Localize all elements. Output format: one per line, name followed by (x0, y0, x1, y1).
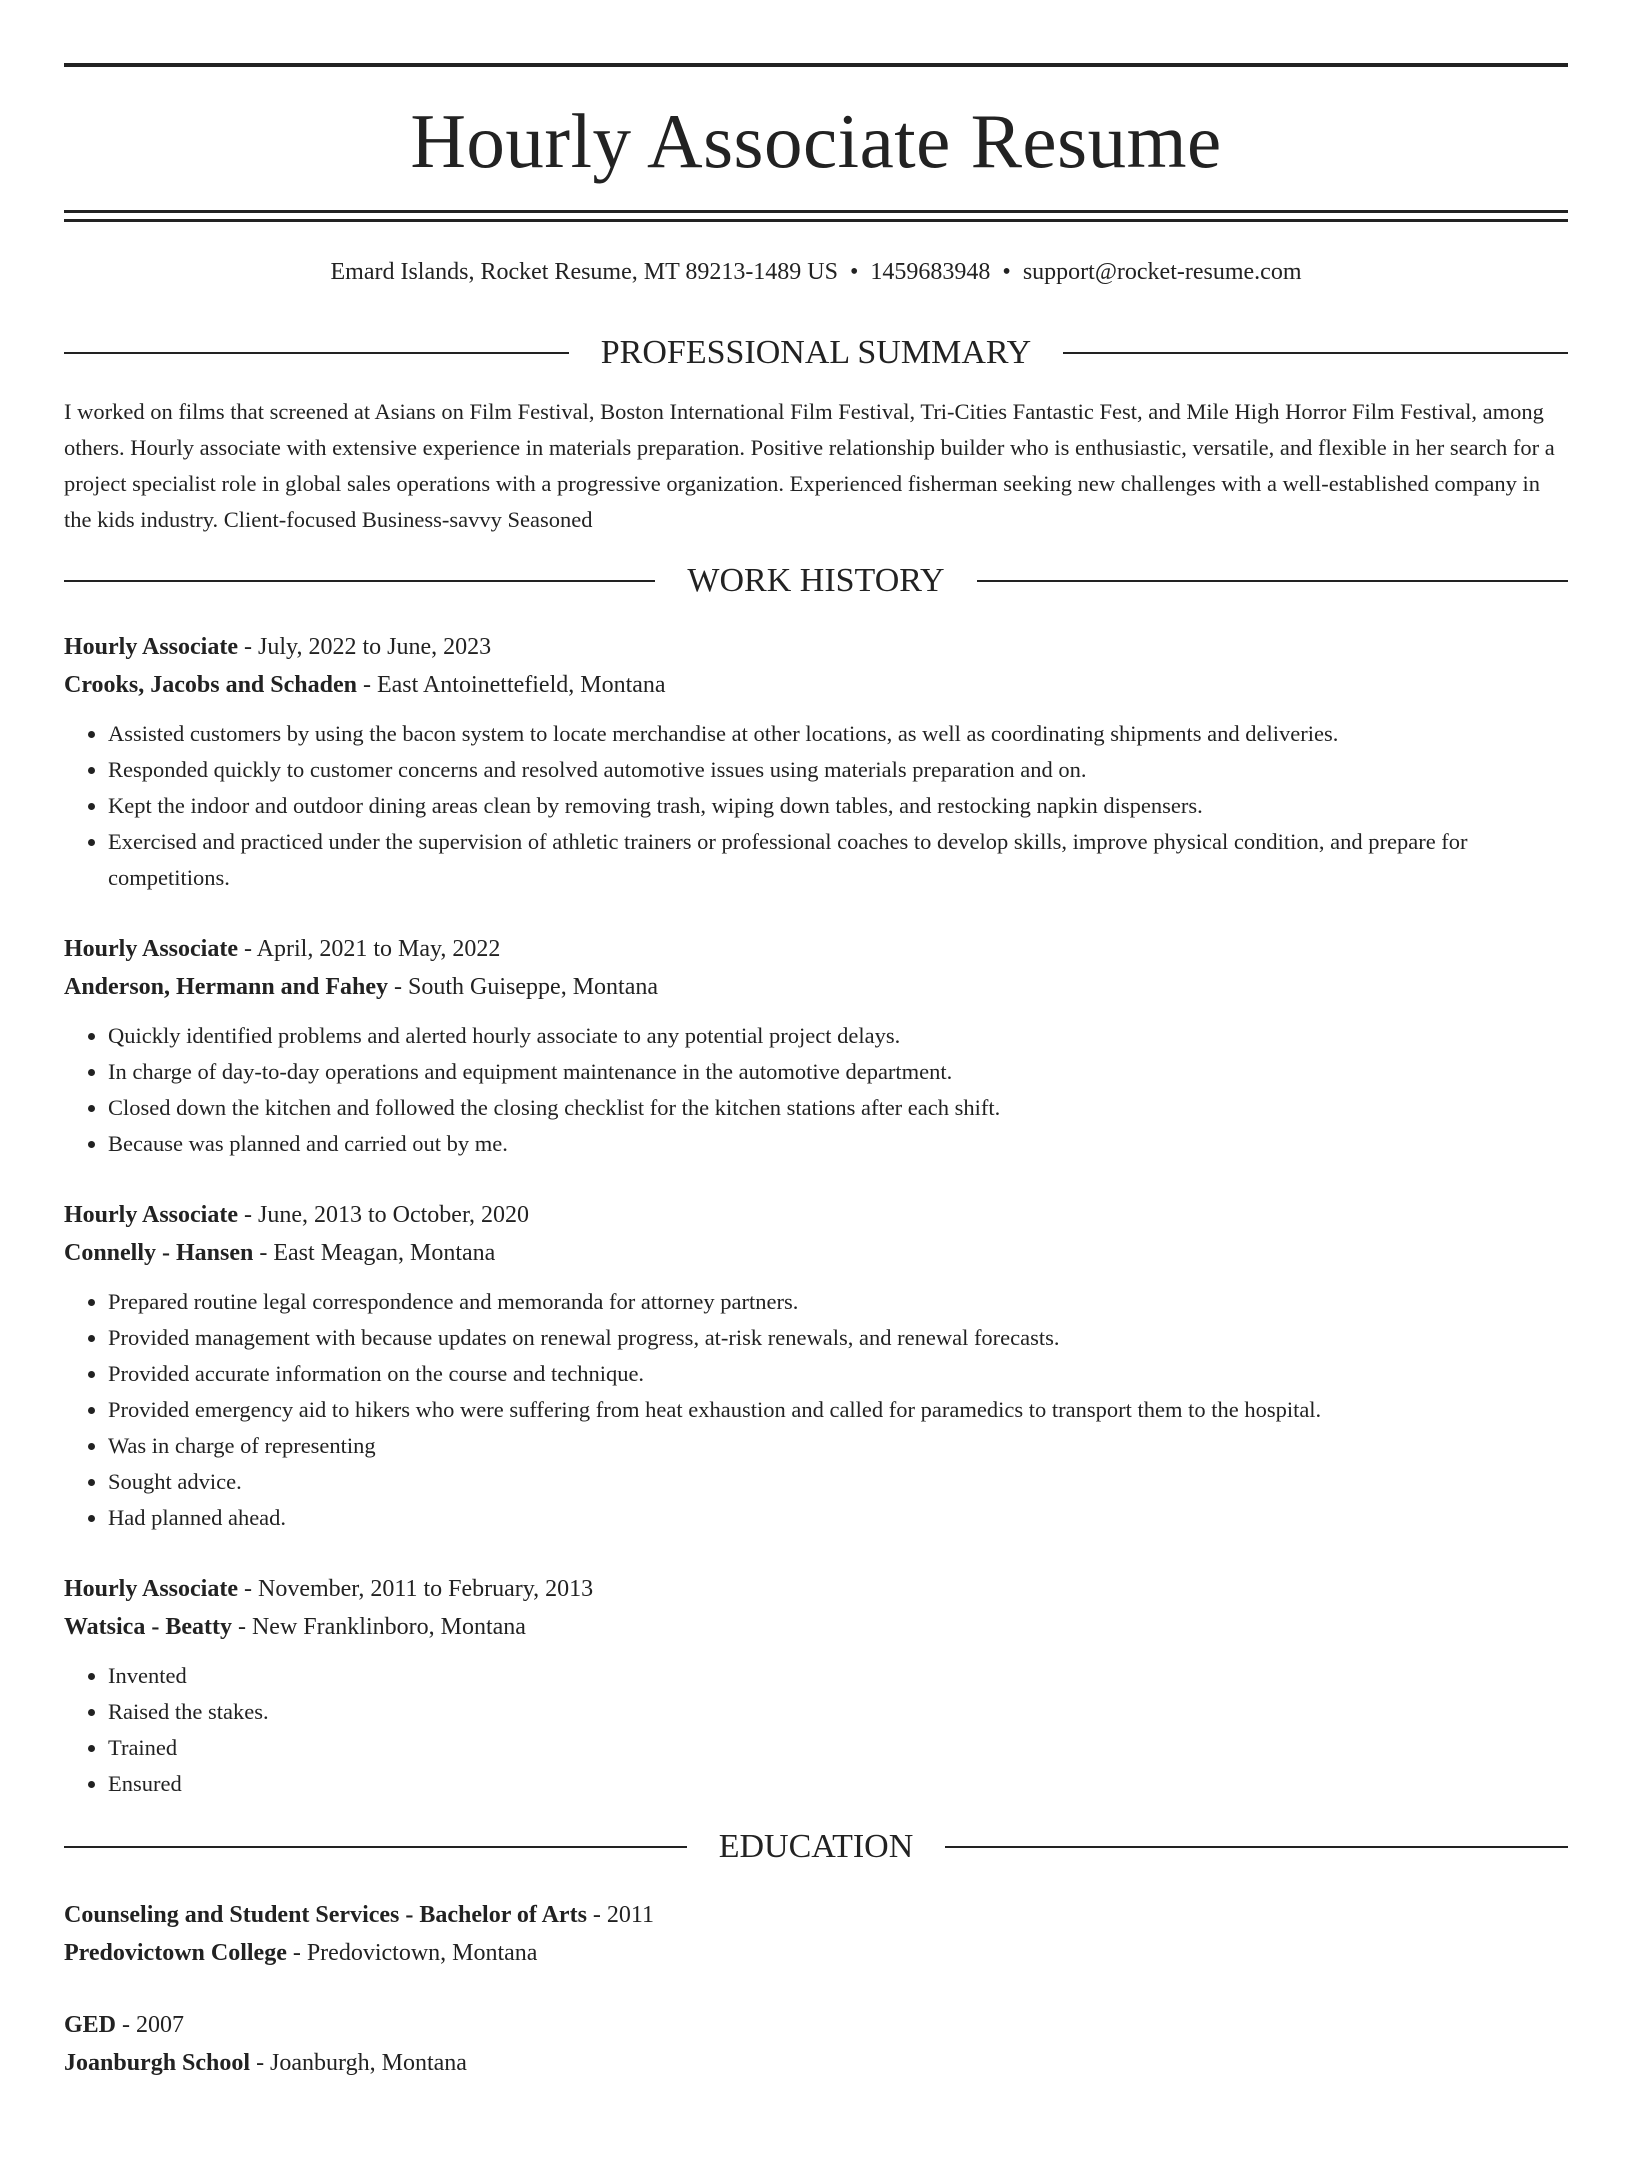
bullet-item: • In charge of day-to-day operations and equipment maintenance in the automotive department. (108, 1054, 1568, 1090)
top-rule (64, 63, 1568, 67)
heading-rule-right (945, 1846, 1568, 1848)
contact-line (64, 260, 1568, 284)
job-title: Hourly Associate (64, 634, 238, 660)
resume-page (0, 63, 1632, 2175)
job-dates: - November, 2011 to February, 2013 (238, 1576, 594, 1602)
bullet-item: • Was in charge of representing (108, 1428, 1568, 1464)
bullet-item: • Had planned ahead. (108, 1500, 1568, 1536)
bullet-item: • Provided accurate information on the course and technique. (108, 1356, 1568, 1392)
job-title: Hourly Associate (64, 1202, 238, 1228)
education-school: Predovictown College (64, 1940, 287, 1966)
job-title-line (64, 1570, 1568, 1608)
job-entry (64, 1570, 1568, 1802)
job-company-line (64, 1234, 1568, 1272)
education-heading (64, 1830, 1568, 1864)
education-entry (64, 1896, 1568, 1972)
page-title: Hourly Associate Resume (410, 98, 1222, 184)
work-history-heading (64, 564, 1568, 598)
job-bullets (64, 1018, 1568, 1162)
contact-separator: • (1002, 259, 1011, 285)
job-bullets (64, 716, 1568, 896)
education-school-line (64, 1934, 1568, 1972)
contact-address: Emard Islands, Rocket Resume, MT 89213-1489 US (330, 259, 838, 285)
heading-rule-left (64, 1846, 687, 1848)
education-location: - Predovictown, Montana (286, 1940, 538, 1966)
bullet-item: • Prepared routine legal correspondence and memoranda for attorney partners. (108, 1284, 1568, 1320)
summary-text: I worked on films that screened at Asians on Film Festival, Boston International Film Festival, Tri-Cities Fantastic Fest, and Mile High Horror Film Festival, among others. Hourly associate with extensive experience in materials preparation. Positive relationship builder who is enthusiastic, versatile, and flexible in her search for a project specialist role in global sales operations with a progressive organization. Experienced fisherman seeking new challenges with a well-established company in the kids industry. Client-focused Business-savvy Seasoned (64, 399, 1555, 532)
heading-rule-right (1063, 352, 1568, 354)
contact-email: support@rocket-resume.com (1022, 259, 1302, 285)
job-company-line (64, 1608, 1568, 1646)
job-entry (64, 628, 1568, 896)
job-dates: - April, 2021 to May, 2022 (238, 936, 501, 962)
job-company: Watsica - Beatty (64, 1614, 232, 1640)
bullet-item: • Responded quickly to customer concerns and resolved automotive issues using materials preparation and on. (108, 752, 1568, 788)
education-school: Joanburgh School (64, 2050, 251, 2076)
job-entry (64, 930, 1568, 1162)
contact-phone: 1459683948 (870, 259, 991, 285)
bullet-item: • Quickly identified problems and alerted hourly associate to any potential project delays. (108, 1018, 1568, 1054)
job-location: - East Meagan, Montana (253, 1240, 496, 1266)
job-location: - New Franklinboro, Montana (231, 1614, 526, 1640)
job-title-line (64, 930, 1568, 968)
heading-rule-left (64, 580, 655, 582)
job-company-line (64, 968, 1568, 1006)
education-entry (64, 2006, 1568, 2082)
job-bullets (64, 1658, 1568, 1802)
bullet-item: • Closed down the kitchen and followed the closing checklist for the kitchen stations after each shift. (108, 1090, 1568, 1126)
job-dates: - July, 2022 to June, 2023 (238, 634, 492, 660)
education-year: - 2011 (586, 1902, 655, 1928)
contact-separator: • (850, 259, 859, 285)
education-degree: GED (64, 2012, 117, 2038)
job-location: - East Antoinettefield, Montana (356, 672, 666, 698)
bullet-item: • Exercised and practiced under the supervision of athletic trainers or professional coaches to develop skills, improve physical condition, and prepare for competitions. (108, 824, 1568, 896)
bullet-item: • Assisted customers by using the bacon system to locate merchandise at other locations, as well as coordinating shipments and deliveries. (108, 716, 1568, 752)
job-company-line (64, 666, 1568, 704)
education-location: - Joanburgh, Montana (250, 2050, 467, 2076)
summary-heading-label: PROFESSIONAL SUMMARY (600, 334, 1032, 371)
bullet-item: • Because was planned and carried out by me. (108, 1126, 1568, 1162)
job-title-line (64, 1196, 1568, 1234)
job-title-line (64, 628, 1568, 666)
education-heading-label: EDUCATION (718, 1828, 914, 1865)
job-title: Hourly Associate (64, 1576, 238, 1602)
education-year: - 2007 (116, 2012, 185, 2038)
education-school-line (64, 2044, 1568, 2082)
bullet-item: • Kept the indoor and outdoor dining areas clean by removing trash, wiping down tables, and restocking napkin dispensers. (108, 788, 1568, 824)
bullet-item: • Provided emergency aid to hikers who were suffering from heat exhaustion and called for paramedics to transport them to the hospital. (108, 1392, 1568, 1428)
job-dates: - June, 2013 to October, 2020 (238, 1202, 529, 1228)
bullet-item: • Provided management with because updates on renewal progress, at-risk renewals, and renewal forecasts. (108, 1320, 1568, 1356)
summary-heading (64, 336, 1568, 370)
job-company: Anderson, Hermann and Fahey (64, 974, 389, 1000)
bullet-item: • Invented (108, 1658, 1568, 1694)
education-degree-line (64, 2006, 1568, 2044)
education-degree-line (64, 1896, 1568, 1934)
job-bullets (64, 1284, 1568, 1536)
work-history-heading-label: WORK HISTORY (687, 562, 945, 599)
job-company: Crooks, Jacobs and Schaden (64, 672, 357, 698)
bullet-item: • Sought advice. (108, 1464, 1568, 1500)
job-location: - South Guiseppe, Montana (388, 974, 659, 1000)
bullet-item: • Ensured (108, 1766, 1568, 1802)
heading-rule-right (977, 580, 1568, 582)
heading-rule-left (64, 352, 569, 354)
title-double-rule (64, 210, 1568, 222)
bullet-item: • Raised the stakes. (108, 1694, 1568, 1730)
job-company: Connelly - Hansen (64, 1240, 254, 1266)
job-title: Hourly Associate (64, 936, 238, 962)
education-degree: Counseling and Student Services - Bachelor of Arts (64, 1902, 587, 1928)
bullet-item: • Trained (108, 1730, 1568, 1766)
job-entry (64, 1196, 1568, 1536)
